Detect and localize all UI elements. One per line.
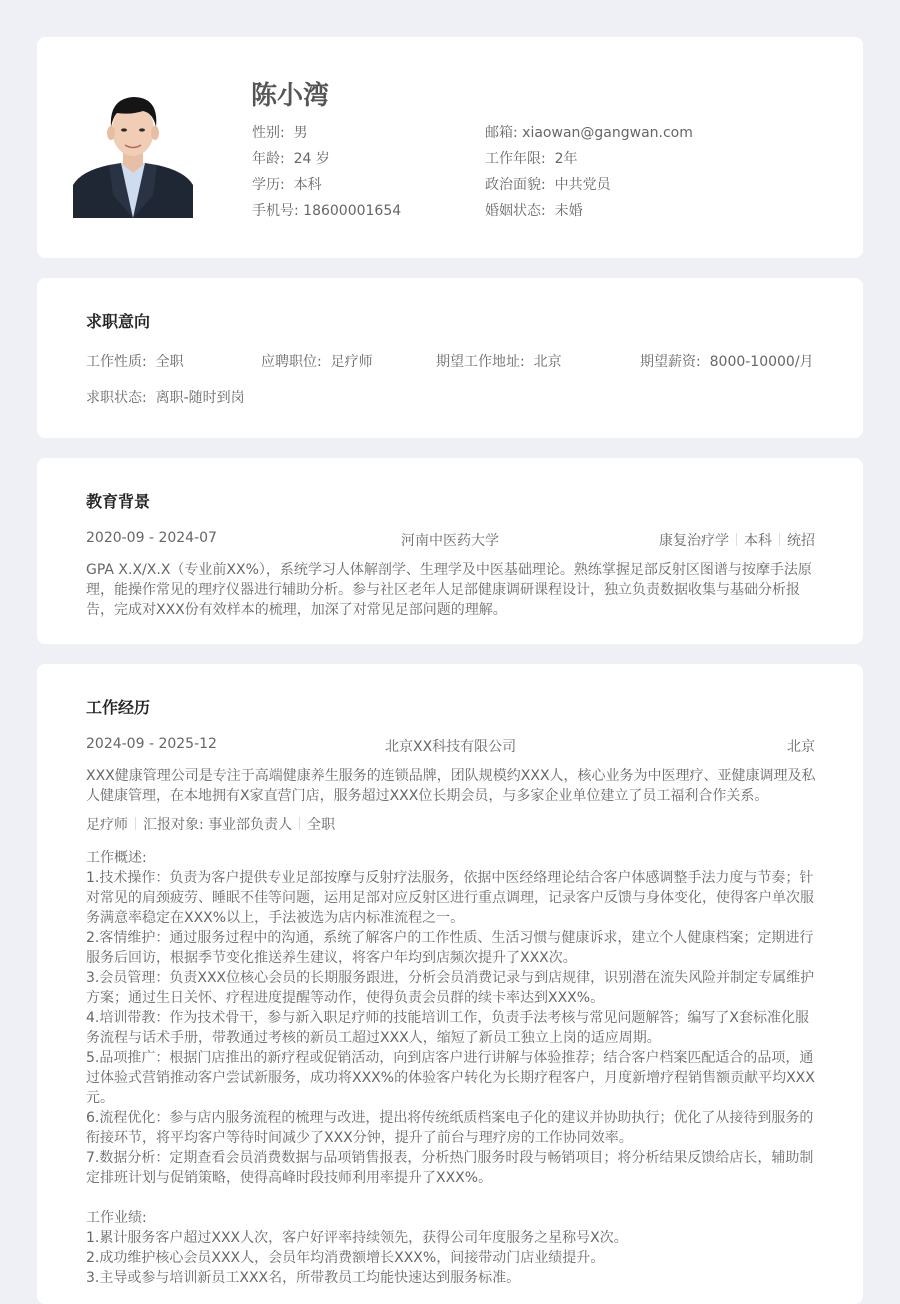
politics-row: [485, 174, 611, 194]
education-school: 河南中医药大学: [401, 533, 499, 549]
phone-label: 手机号:: [252, 203, 299, 219]
section-title-work: 工作经历: [86, 698, 151, 717]
intent-status-value: 离职-随时到岗: [155, 390, 245, 406]
job-intent-card: [37, 278, 863, 438]
divider: [736, 533, 737, 546]
intent-location: [436, 351, 562, 371]
email-label: 邮箱:: [485, 125, 518, 141]
result-item: 1.累计服务客户超过XXX人次，客户好评率持续领先，获得公司年度服务之星称号X次。: [86, 1230, 628, 1246]
work-report-to: 汇报对象: 事业部负责人: [143, 817, 293, 833]
age-label: 年龄:: [252, 151, 285, 167]
education-card: [37, 458, 863, 644]
education-degree: 本科: [744, 533, 772, 549]
education-tags: [659, 530, 815, 550]
work-role: 足疗师: [86, 817, 128, 833]
work-overview: [86, 848, 816, 1288]
intent-type-label: 工作性质:: [86, 354, 147, 370]
divider: [779, 533, 780, 546]
age-row: [252, 148, 330, 168]
education-description: GPA X.X/X.X（专业前XX%），系统学习人体解剖学、生理学及中医基础理论。熟练掌握足部反射区图谱与按摩手法原理，能操作常见的理疗仪器进行辅助分析。参与社区老年人足部健康调研课程设计，独立负责数据收集与基础分析报告，完成对XXX份有效样本的梳理，加深了对常见足部问题的理解。: [86, 562, 812, 618]
divider: [135, 817, 136, 830]
intent-type-value: 全职: [155, 354, 184, 370]
intent-status: [86, 387, 245, 407]
gender-label: 性别:: [252, 125, 285, 141]
years-label: 工作年限:: [485, 151, 546, 167]
intent-position: [261, 351, 373, 371]
result-item: 2.成功维护核心会员XXX人，会员年均消费额增长XXX%，间接带动门店业绩提升。: [86, 1250, 605, 1266]
intent-salary: [640, 351, 814, 371]
duty-item: 3.会员管理：负责XXX位核心会员的长期服务跟进，分析会员消费记录与到店规律，识别潜在流失风险并制定专属维护方案；通过生日关怀、疗程进度提醒等动作，使得负责会员群的续卡率达到XXX%。: [86, 970, 815, 1006]
intent-salary-label: 期望薪资:: [640, 354, 701, 370]
gender-row: [252, 122, 308, 142]
intent-type: [86, 351, 184, 371]
education-row: [252, 174, 322, 194]
intent-salary-value: 8000-10000/月: [709, 354, 814, 370]
email-row: [485, 122, 693, 142]
intent-position-value: 足疗师: [330, 354, 373, 370]
email-value: xiaowan@gangwan.com: [522, 125, 693, 141]
years-row: [485, 148, 578, 168]
education-major: 康复治疗学: [659, 533, 729, 549]
phone-value: 18600001654: [303, 203, 402, 219]
duty-item: 6.流程优化：参与店内服务流程的梳理与改进，提出将传统纸质档案电子化的建议并协助执行；优化了从接待到服务的衔接环节，将平均客户等待时间减少了XXX分钟，提升了前台与理疗房的工作协同效率。: [86, 1110, 814, 1146]
section-title-education: 教育背景: [86, 492, 151, 511]
education-value: 本科: [293, 177, 322, 193]
work-experience-card: [37, 664, 863, 1304]
intent-status-label: 求职状态:: [86, 390, 147, 406]
overview-label: 工作概述:: [86, 850, 147, 866]
education-period: 2020-09 - 2024-07: [86, 530, 217, 546]
duty-item: 5.品项推广：根据门店推出的新疗程或促销活动，向到店客户进行讲解与体验推荐；结合客户档案匹配适合的品项，通过体验式营销推动客户尝试新服务，成功将XXX%的体验客户转化为长期疗程客户，月度新增疗程销售额贡献平均XXX元。: [86, 1050, 815, 1106]
section-title-intent: 求职意向: [86, 312, 151, 331]
result-item: 3.主导或参与培训新员工XXX名，所带教员工均能快速达到服务标准。: [86, 1270, 521, 1286]
work-company: 北京XX科技有限公司: [385, 739, 517, 755]
marital-row: [485, 200, 583, 220]
company-description: XXX健康管理公司是专注于高端健康养生服务的连锁品牌，团队规模约XXX人，核心业务为中医理疗、亚健康调理及私人健康管理，在本地拥有X家直营门店，服务超过XXX位长期会员，与多家企业单位建立了员工福利合作关系。: [86, 768, 816, 804]
education-mode: 统招: [787, 533, 815, 549]
work-employment: 全职: [307, 817, 336, 833]
intent-location-label: 期望工作地址:: [436, 354, 525, 370]
marital-label: 婚姻状态:: [485, 203, 546, 219]
gender-value: 男: [293, 125, 308, 141]
phone-row: [252, 200, 401, 220]
results-label: 工作业绩:: [86, 1210, 147, 1226]
duty-item: 7.数据分析：定期查看会员消费数据与品项销售报表，分析热门服务时段与畅销项目；将分析结果反馈给店长，辅助制定排班计划与促销策略，使得高峰时段技师利用率提升了XXX%。: [86, 1150, 814, 1186]
duty-item: 2.客情维护：通过服务过程中的沟通，系统了解客户的工作性质、生活习惯与健康诉求，建立个人健康档案；定期进行服务后回访，根据季节变化推送养生建议，将客户年均到店频次提升了XXX次。: [86, 930, 814, 966]
intent-location-value: 北京: [533, 354, 562, 370]
work-period: 2024-09 - 2025-12: [86, 736, 217, 752]
duty-item: 4.培训带教：作为技术骨干，参与新入职足疗师的技能培训工作，负责手法考核与常见问题解答；编写了X套标准化服务流程与话术手册，带教通过考核的新员工超过XXX人，缩短了新员工独立上岗的适应周期。: [86, 1010, 809, 1046]
politics-label: 政治面貌:: [485, 177, 546, 193]
work-role-tags: [86, 814, 335, 834]
work-city: 北京: [787, 739, 815, 755]
years-value: 2年: [554, 151, 578, 167]
marital-value: 未婚: [554, 203, 583, 219]
profile-card: [37, 37, 863, 258]
intent-position-label: 应聘职位:: [261, 354, 322, 370]
age-value: 24 岁: [293, 151, 330, 167]
duty-item: 1.技术操作：负责为客户提供专业足部按摩与反射疗法服务，依据中医经络理论结合客户体感调整手法力度与节奏；针对常见的肩颈疲劳、睡眠不佳等问题，运用足部对应反射区进行重点调理，记录客户反馈与身体变化，使得客户单次服务满意率稳定在XXX%以上，手法被选为店内标准流程之一。: [86, 870, 814, 926]
education-label: 学历:: [252, 177, 285, 193]
profile-photo: [73, 85, 193, 218]
candidate-name: 陈小湾: [251, 81, 330, 111]
divider: [299, 817, 300, 830]
politics-value: 中共党员: [554, 177, 611, 193]
